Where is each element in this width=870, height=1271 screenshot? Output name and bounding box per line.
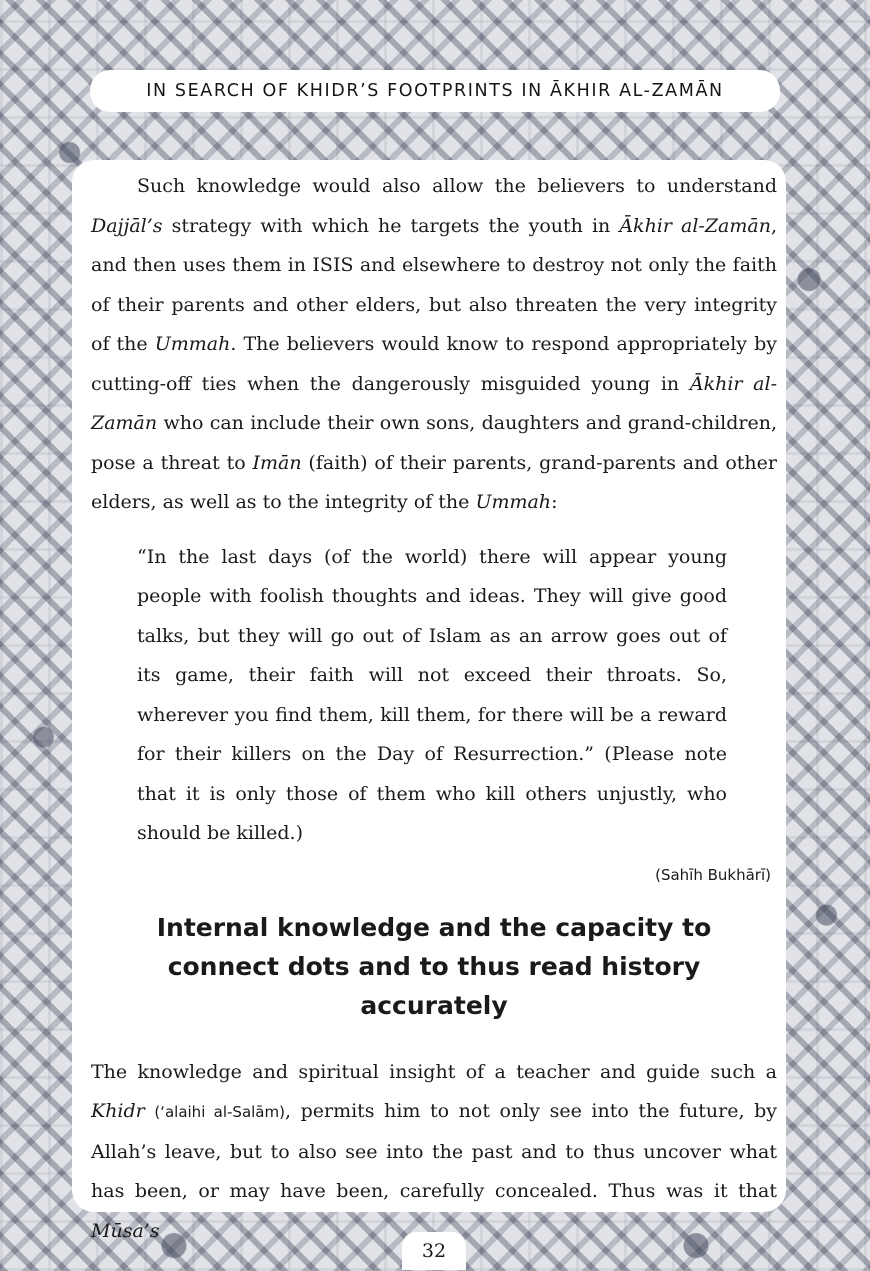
section-heading-line-2: connect dots and to thus read history accurately	[167, 951, 701, 1020]
paragraph-1-italic-term: Ummah	[154, 333, 231, 355]
paragraph-1-text: . The believers would know to respond appropriately by cutting-off ties when the dangerously misguided young in	[91, 333, 777, 395]
paragraph-1-text: :	[551, 491, 558, 513]
section-heading-line-1: Internal knowledge and the capacity to	[156, 912, 712, 942]
quote-citation: (Sahīh Bukhārī)	[655, 865, 771, 884]
section-heading	[91, 908, 777, 1025]
paragraph-1-italic-term: Imān	[252, 451, 302, 474]
paragraph-2-honorific: (‘alaihi al-Salām)	[154, 1103, 285, 1121]
hadith-quote: “In the last days (of the world) there will appear young people with foolish thoughts and ideas. They will give good talks, but they will go out of Islam as an arrow goes out of its game, their faith will not exceed their throats. So, wherever you find them, kill them, for there will be a reward for their killers on the Day of Resurrection.” (Please note that it is only those of them who kill others unjustly, who should be killed.)	[137, 545, 727, 844]
paragraph-1-text: who can include their own sons, daughters and grand-children, pose a threat to	[91, 412, 777, 474]
page-number: 32	[402, 1232, 466, 1270]
paragraph-2-italic-term: Mūsa’s	[91, 1219, 160, 1242]
paragraph-2-text: The knowledge and spiritual insight of a teacher and guide such a	[91, 1060, 777, 1083]
running-header	[90, 70, 780, 112]
paragraph-1-italic-term: Ākhir al-Zamān	[91, 372, 777, 434]
running-header-title: IN SEARCH OF KHIDR’S FOOTPRINTS IN ĀKHIR AL-ZAMĀN	[146, 81, 724, 101]
paragraph-2-italic-term: Khidr	[91, 1100, 145, 1122]
paragraph-1	[91, 167, 777, 523]
paragraph-1-text: , and then uses them in ISIS and elsewhere to destroy not only the faith of their parents and other elders, but also threaten the very integrity of the	[91, 214, 777, 355]
paragraph-1-text: (faith) of their parents, grand-parents and other elders, as well as to the integrity of the	[91, 451, 777, 513]
paragraph-1-italic-term: Dajjāl’s	[91, 214, 163, 237]
page-content-panel	[72, 160, 786, 1242]
paragraph-1-italic-term: Ummah	[475, 491, 552, 513]
paragraph-2-text: , permits him to not only see into the future, by Allah’s leave, but to also see into the past and to thus uncover what has been, or may have been, carefully concealed. Thus was it that	[91, 1100, 777, 1202]
paragraph-1-text: strategy with which he targets the youth in	[162, 214, 620, 237]
paragraph-1-italic-term: Ākhir al-Zamān	[619, 214, 771, 237]
paragraph-2	[91, 1053, 777, 1252]
text-body	[91, 167, 777, 1251]
paragraph-1-text: Such knowledge would also allow the believers to understand	[137, 175, 777, 197]
